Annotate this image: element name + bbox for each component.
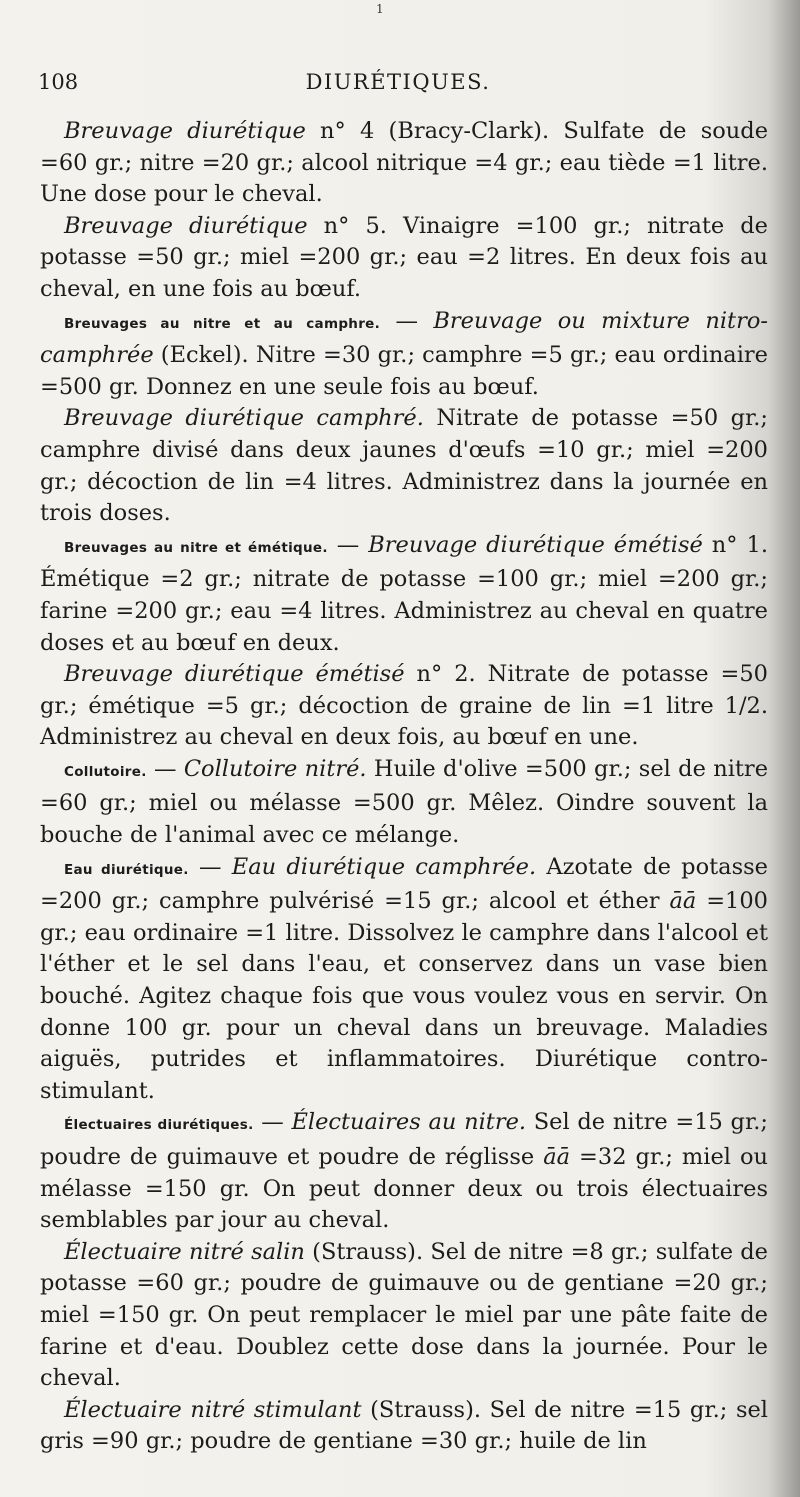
paragraph [40, 1107, 768, 1236]
paragraph [40, 1237, 768, 1395]
italic-text: āā [669, 888, 697, 915]
text-run: — [253, 1109, 292, 1136]
italic-text: Breuvage ou mixture nitro-camphrée [40, 307, 768, 369]
paragraph [40, 659, 768, 754]
text-run: — [380, 307, 434, 334]
paragraph [40, 211, 768, 306]
italic-text: Collutoire nitré. [183, 755, 367, 782]
page-number: 108 [38, 70, 79, 94]
running-head: DIURÉTIQUES. [305, 70, 491, 94]
text-run: n° 4 (Bracy-Clark). Sulfate de soude =60 gr.; nitre =20 gr.; alcool nitrique =4 gr.; eau tiède =1 litre. Une dose pour le cheval. [40, 118, 769, 208]
paragraph [40, 403, 768, 529]
section-heading: Breuvages au nitre et émétique. [64, 539, 328, 556]
paragraph [40, 852, 768, 1108]
paragraph [40, 306, 768, 404]
text-run: — [188, 853, 232, 880]
text-run: n° 5. Vinaigre =100 gr.; nitrate de potasse =50 gr.; miel =200 gr.; eau =2 litres. En deux fois au cheval, en une fois au bœuf. [40, 212, 769, 302]
text-run: (Eckel). Nitre =30 gr.; camphre =5 gr.; eau ordinaire =500 gr. Donnez en une seule fois au bœuf. [40, 342, 768, 400]
italic-text: Électuaire nitré stimulant [64, 1396, 362, 1423]
text-run: — [327, 531, 369, 558]
section-heading: Électuaires diurétiques. [64, 1117, 254, 1134]
italic-text: Électuaires au nitre. [291, 1109, 527, 1136]
paragraph [40, 1395, 768, 1458]
text-run: — [146, 755, 184, 782]
italic-text: Eau diurétique camphrée. [231, 853, 537, 880]
italic-text: āā [543, 1144, 571, 1170]
section-heading: Breuvages au nitre et au camphre. [64, 315, 381, 332]
section-heading: Collutoire. [64, 763, 147, 780]
text-run: Azotate de potasse =200 gr.; camphre pulvérisé =15 gr.; alcool et éther [40, 853, 768, 915]
italic-text: Breuvage diurétique émétisé [368, 531, 703, 558]
paragraph [40, 116, 768, 211]
body-text [40, 116, 768, 1458]
italic-text: Breuvage diurétique camphré. [64, 405, 424, 432]
section-heading: Eau diurétique. [64, 861, 189, 878]
italic-text: Électuaire nitré salin [64, 1238, 305, 1265]
text-run: n° 2. Nitrate de potasse =50 gr.; émétique =5 gr.; décoction de graine de lin =1 litre 1/2. Administrez au cheval en deux fois, au bœuf en une. [40, 661, 768, 751]
text-run: =100 gr.; eau ordinaire =1 litre. Dissolvez le camphre dans l'alcool et l'éther et le sel dans l'eau, et conservez dans un vase bien bouché. Agitez chaque fois que vous voulez vous en servir. On donne 100 gr. pour un cheval dans un breuvage. Maladies aiguës, putrides et inflammatoires. Diurétique contro-stimulant. [40, 888, 769, 1104]
italic-text: Breuvage diurétique [64, 118, 306, 144]
text-run: (Strauss). Sel de nitre =15 gr.; sel gris =90 gr.; poudre de gentiane =30 gr.; huile de lin [40, 1396, 768, 1455]
text-run: Nitrate de potasse =50 gr.; camphre divisé dans deux jaunes d'œufs =10 gr.; miel =200 gr.; décoction de lin =4 litres. Administrez dans la journée en trois doses. [40, 405, 768, 527]
printer-mark: 1 [376, 2, 384, 16]
italic-text: Breuvage diurétique émétisé [64, 661, 405, 688]
text-run: (Strauss). Sel de nitre =8 gr.; sulfate de potasse =60 gr.; poudre de guimauve ou de gentiane =20 gr.; miel =150 gr. On peut remplacer le miel par une pâte faite de farine et d'eau. Doublez cette dose dans la journée. Pour le cheval. [40, 1238, 769, 1392]
page-header [38, 70, 758, 100]
text-run: Huile d'olive =500 gr.; sel de nitre =60 gr.; miel ou mélasse =500 gr. Mêlez. Oindre souvent la bouche de l'animal avec ce mélange. [40, 755, 769, 849]
italic-text: Breuvage diurétique [64, 212, 308, 239]
text-run: Sel de nitre =15 gr.; poudre de guimauve et poudre de réglisse [40, 1109, 768, 1170]
paragraph [40, 530, 768, 659]
text-run: n° 1. Émétique =2 gr.; nitrate de potasse =100 gr.; miel =200 gr.; farine =200 gr.; eau =4 litres. Administrez au cheval en quatre doses et au bœuf en deux. [40, 531, 769, 656]
paragraph [40, 754, 768, 852]
text-run: =32 gr.; miel ou mélasse =150 gr. On peut donner deux ou trois électuaires semblables par jour au cheval. [40, 1144, 768, 1234]
